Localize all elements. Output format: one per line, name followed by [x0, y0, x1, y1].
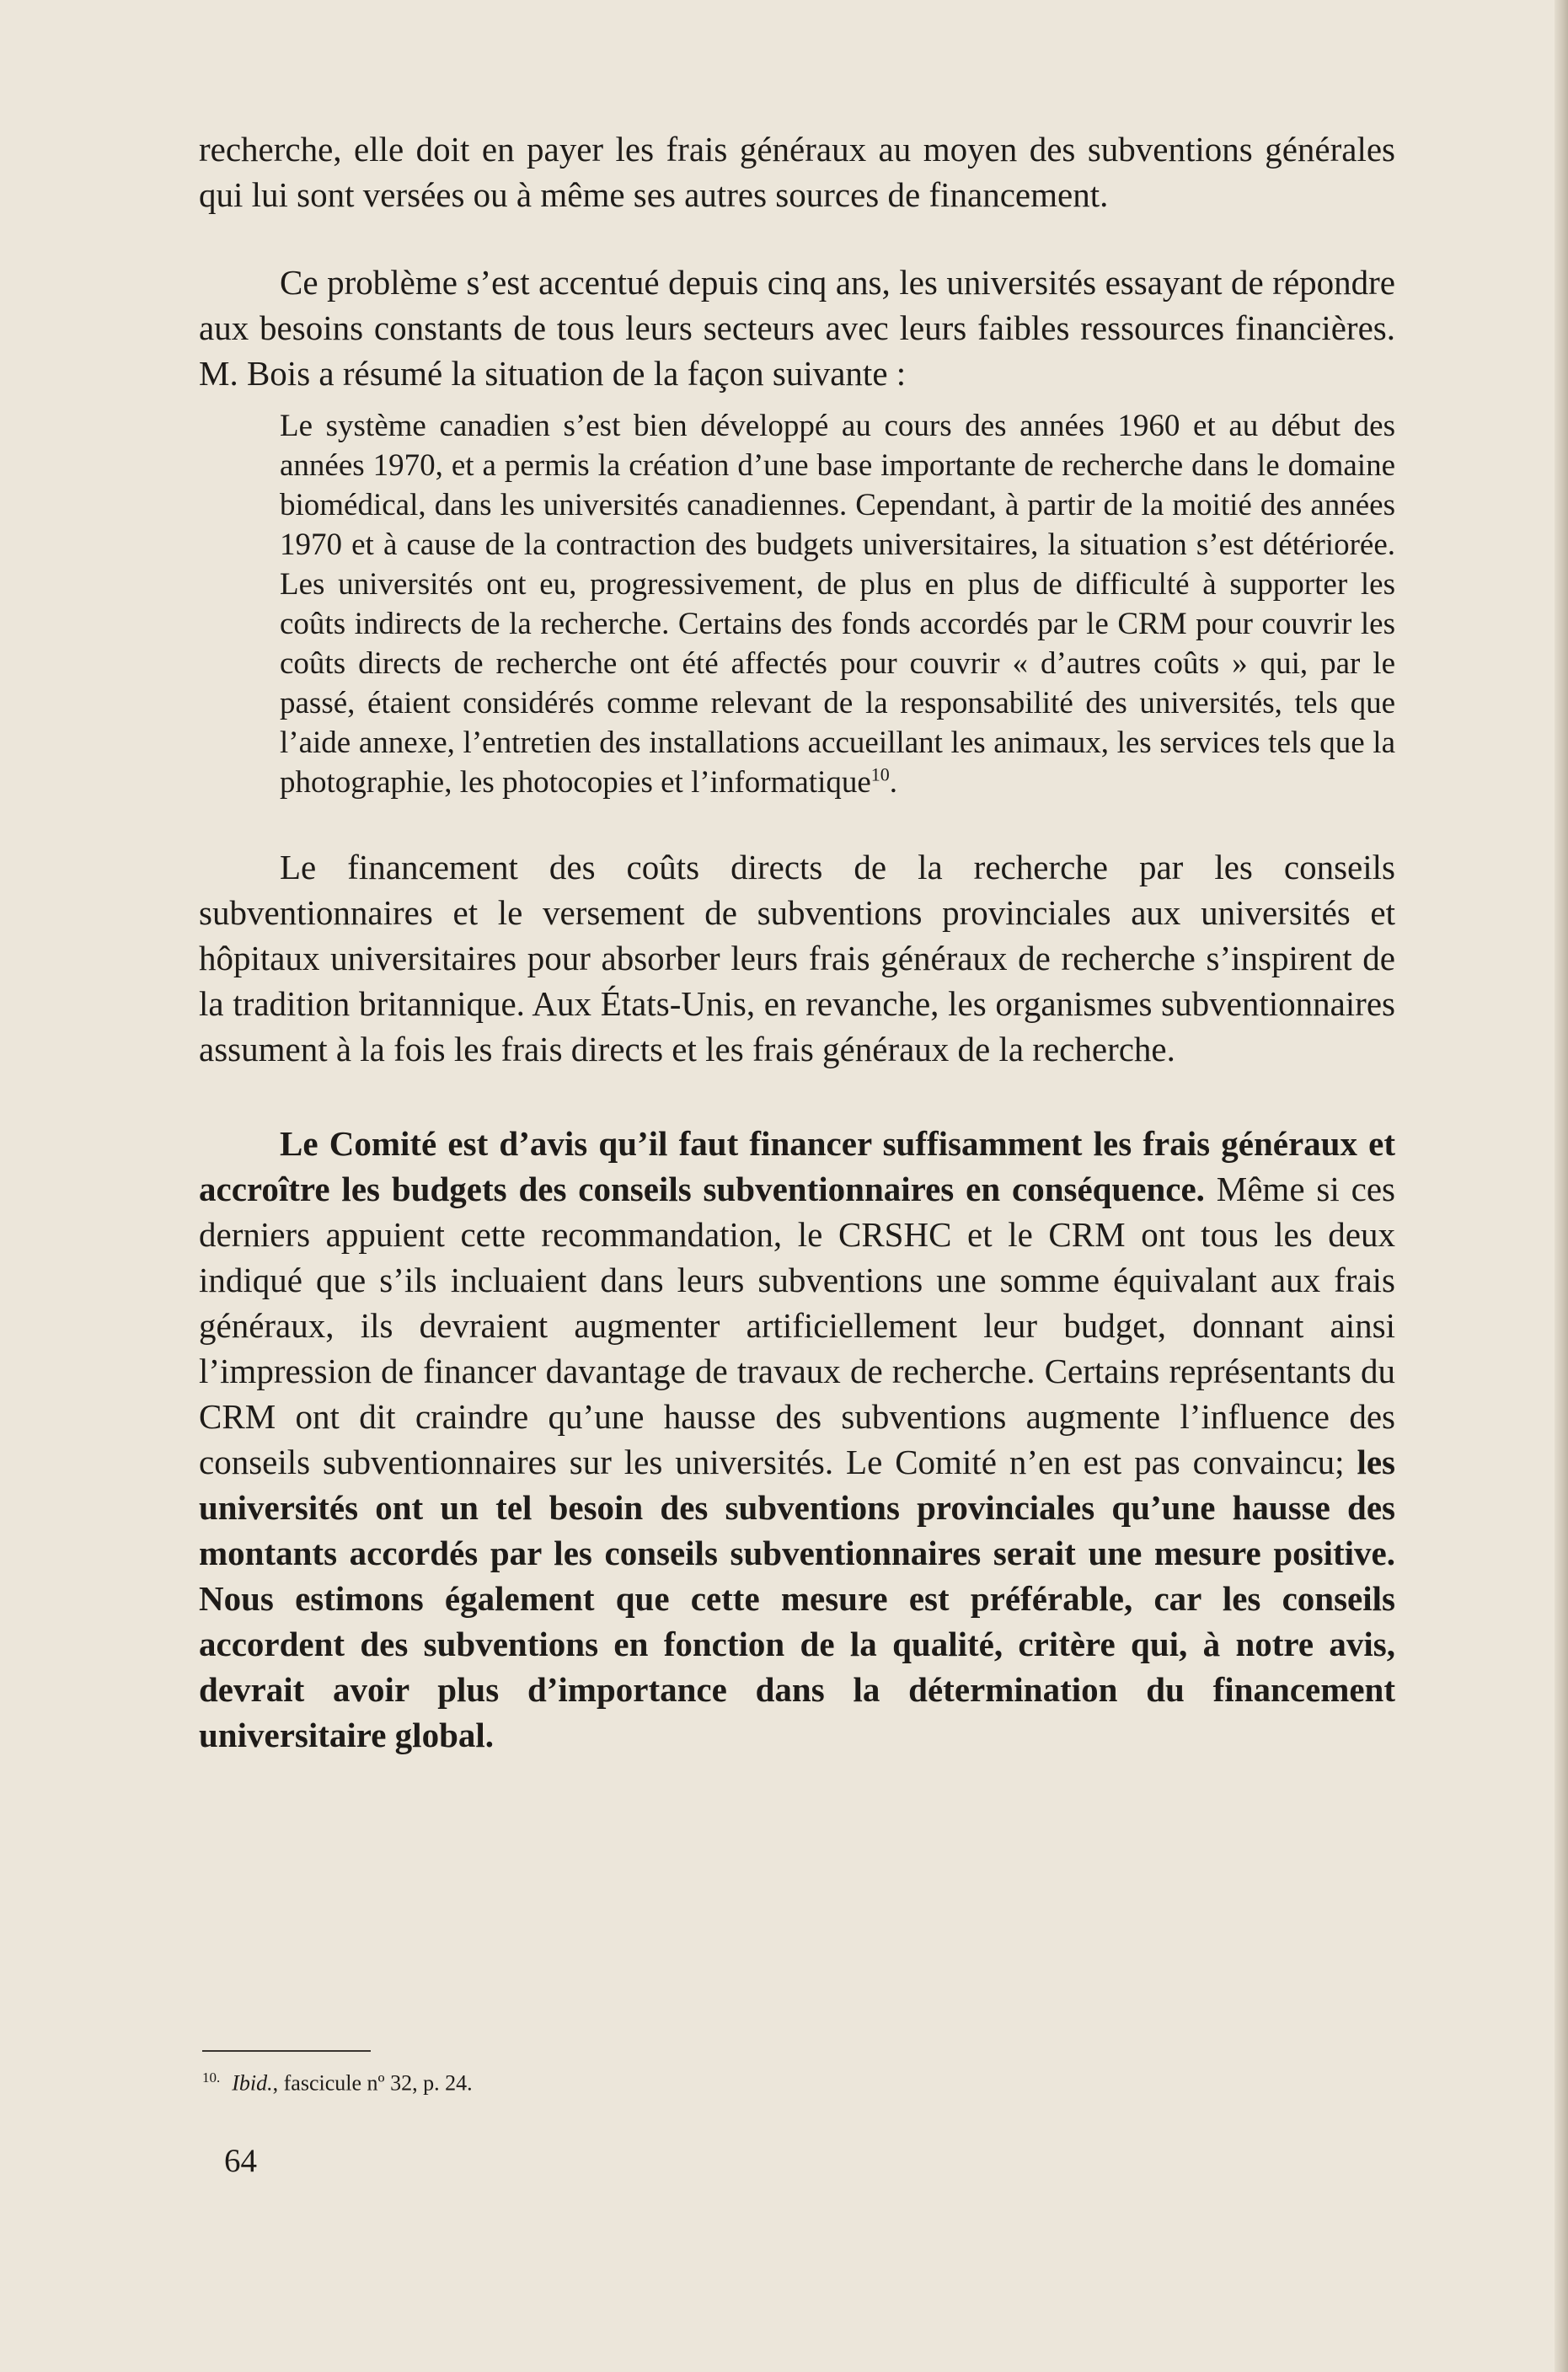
recommendation-bold-start: Le Comité est d’avis qu’il faut financer suffisamment les frais généraux et accroître les budgets des conseils subventionnaires en conséquence.: [199, 1124, 1395, 1208]
block-quote-text: Le système canadien s’est bien développé au cours des années 1960 et au début des années 1970, et a permis la création d’une base importante de recherche dans le domaine biomédical, dans les universités canadiennes. Cependant, à partir de la moitié des années 1970 et à cause de la contraction des budgets universitaires, la situation s’est détériorée. Les universités ont eu, progressivement, de plus en plus de difficulté à supporter les coûts indirects de la recherche. Certains des fonds accordés par le CRM pour couvrir les coûts directs de recherche ont été affectés pour couvrir « d’autres coûts » qui, par le passé, étaient considérés comme relevant de la responsabilité des universités, tels que l’aide annexe, l’entretien des installations accueillant les animaux, les services tels que la photographie, les photocopies et l’informatique: [280, 409, 1395, 800]
page-edge-shadow: [1555, 0, 1568, 2372]
page-number: 64: [224, 2143, 257, 2179]
paragraph-4-text: Même si ces derniers appuient cette recommandation, le CRSHC et le CRM ont tous les deux indiqué que s’ils incluaient dans leurs subventions une somme équivalant aux frais généraux, ils devraient augmenter artificiellement leur budget, donnant ainsi l’impression de financer davantage de travaux de recherche. Certains représentants du CRM ont dit craindre qu’une hausse des subventions augmente l’influence des conseils subventionnaires sur les universités. Le Comité n’en est pas convaincu;: [199, 1170, 1395, 1481]
footnote-source: Ibid.: [232, 2070, 273, 2096]
paragraph-4: [199, 1121, 1395, 1758]
main-text: [199, 126, 1395, 1758]
recommendation-bold-end: les universités ont un tel besoin des subventions provinciales qu’une hausse des montants accordés par les conseils subventionnaires serait une mesure positive. Nous estimons également que cette mesure est préférable, car les conseils accordent des subventions en fonction de la qualité, critère qui, à notre avis, devrait avoir plus d’importance dans la détermination du financement universitaire global.: [199, 1443, 1395, 1754]
footnote-divider: [202, 2050, 371, 2052]
paragraph-1: recherche, elle doit en payer les frais généraux au moyen des subventions générales qui lui sont versées ou à même ses autres sources de financement.: [199, 130, 1395, 214]
footnote-number: 10.: [202, 2069, 221, 2086]
block-quote: [280, 406, 1395, 802]
footnote-reference: 10: [870, 763, 890, 785]
footnote-detail: , fascicule nº 32, p. 24.: [272, 2070, 473, 2096]
paragraph-2: Ce problème s’est accentué depuis cinq ans, les universités essayant de répondre aux besoins constants de tous leurs secteurs avec leurs faibles ressources financières. M. Bois a résumé la situation de la façon suivante :: [199, 263, 1395, 393]
footnote: [202, 2064, 473, 2097]
paragraph-3: Le financement des coûts directs de la recherche par les conseils subventionnaires et le versement de subventions provinciales aux universités et hôpitaux universitaires pour absorber leurs frais généraux de recherche s’inspirent de la tradition britannique. Aux États-Unis, en revanche, les organismes subventionnaires assument à la fois les frais directs et les frais généraux de la recherche.: [199, 848, 1395, 1068]
block-quote-end: .: [889, 765, 898, 800]
